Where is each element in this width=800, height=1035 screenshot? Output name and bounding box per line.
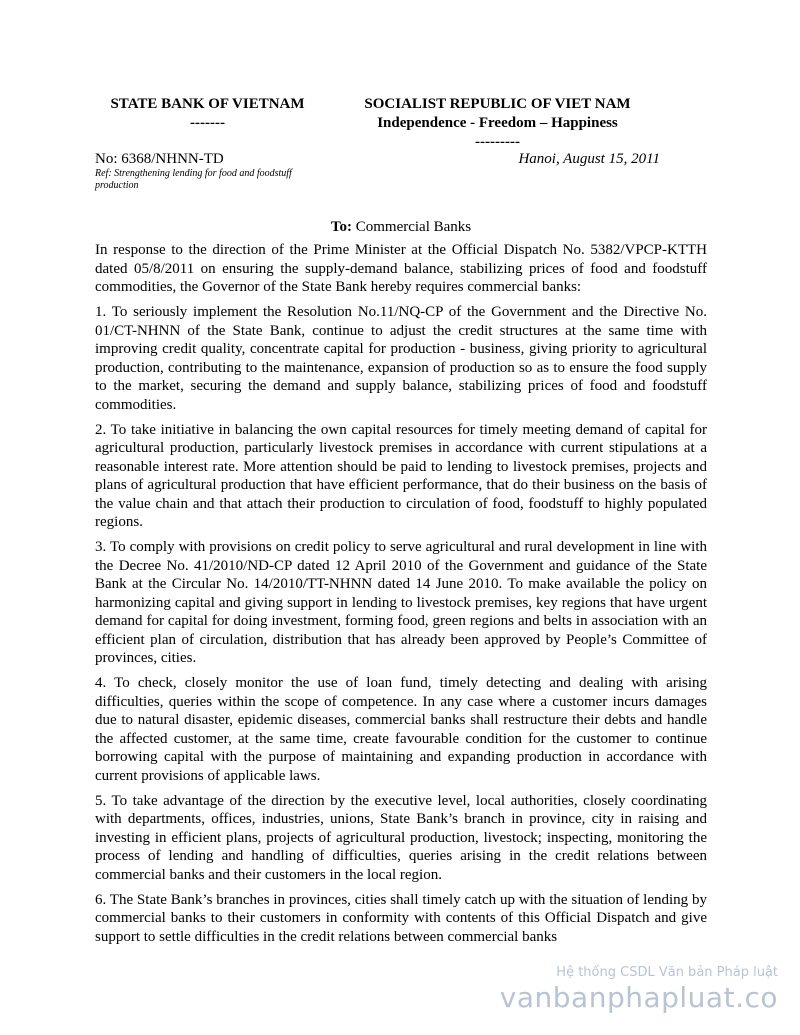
document-date: Hanoi, August 15, 2011 (518, 151, 660, 167)
paragraph-3: 3. To comply with provisions on credit policy to serve agricultural and rural development in line with the Decree No. 41/2010/ND-CP dated 12 April 2010 of the Government and guidance of the State Bank at the Circular No. 14/2010/TT-NHNN dated 14 June 2010. To make available the policy on harmonizing capital and giving support in lending to livestock premises, key regions that have urgent demand for capital for doing investment, forming food, green regions and belts in association with an efficient plan of circulation, distribution that has already been approved by People’s Committee of provinces, cities. (95, 539, 707, 666)
national-motto: Independence - Freedom – Happiness (377, 115, 618, 131)
issuer-rule: ------- (190, 115, 225, 131)
intro-paragraph: In response to the direction of the Prime Minister at the Official Dispatch No. 5382/VPCP-KTTH dated 05/8/2011 on ensuring the supply-demand balance, stabilizing prices of food and foodstuff commodities, the Governor of the State Bank hereby requires commercial banks: (95, 242, 707, 295)
document-reference: Ref: Strengthening lending for food and foodstuff production (95, 168, 292, 191)
recipient-line (95, 218, 707, 236)
watermark (500, 965, 778, 1015)
country-name: SOCIALIST REPUBLIC OF VIET NAM (364, 96, 631, 112)
paragraph-6: 6. The State Bank’s branches in provinces, cities shall timely catch up with the situation of lending by commercial banks to their customers in conformity with contents of this Official Dispatch and give support to settle difficulties in the credit relations between commercial banks (95, 891, 707, 945)
national-header (330, 95, 665, 152)
issuer-block (90, 95, 325, 133)
watermark-site: vanbanphapluat.co (499, 981, 778, 1014)
paragraph-1: 1. To seriously implement the Resolution No.11/NQ-CP of the Government and the Directive No. 01/CT-NHNN of the State Bank, continue to adjust the credit structures at the same time with improving credit quality, concentrate capital for production - business, giving priority to agricultural production, contributing to the maintenance, expansion of production so as to ensure the food supply to the market, securing the demand and supply balance, stabilizing prices of food and foodstuff commodities. (95, 304, 707, 413)
document-number: No: 6368/NHNN-TD (95, 151, 224, 167)
issuer-name: STATE BANK OF VIETNAM (110, 96, 305, 112)
motto-rule: --------- (475, 134, 520, 150)
recipient-label: To: (330, 219, 352, 235)
paragraph-4: 4. To check, closely monitor the use of loan fund, timely detecting and dealing with arising difficulties, queries within the scope of competence. In any case where a customer incurs damages due to natural disaster, epidemic diseases, commercial banks shall restructure their debts and handle the affected customer, at the same time, create favourable condition for the customer to continue borrowing capital with the purpose of maintaining and expanding production in accordance with current provisions of applicable laws. (95, 675, 707, 784)
paragraph-2: 2. To take initiative in balancing the own capital resources for timely meeting demand of capital for agricultural production, particularly livestock premises in accordance with current stipulations at a reasonable interest rate. More attention should be paid to lending to livestock premises, projects and plans of agricultural production that have efficient performance, that do their business on the basis of the value chain and that attach their production to circulation of food, foodstuff to highly populated regions. (95, 421, 707, 530)
recipient-value: Commercial Banks (351, 219, 472, 235)
watermark-tagline: Hệ thống CSDL Văn bản Pháp luật (556, 965, 778, 980)
document-body (95, 241, 707, 953)
paragraph-5: 5. To take advantage of the direction by the executive level, local authorities, closely coordinating with departments, offices, industries, unions, State Bank’s branch in province, city in raising and investing in efficient plans, projects of agricultural production, livestock; inspecting, monitoring the process of lending and handling of difficulties, queries arising in the credit relations between commercial banks and their customers in the local region. (95, 792, 707, 883)
